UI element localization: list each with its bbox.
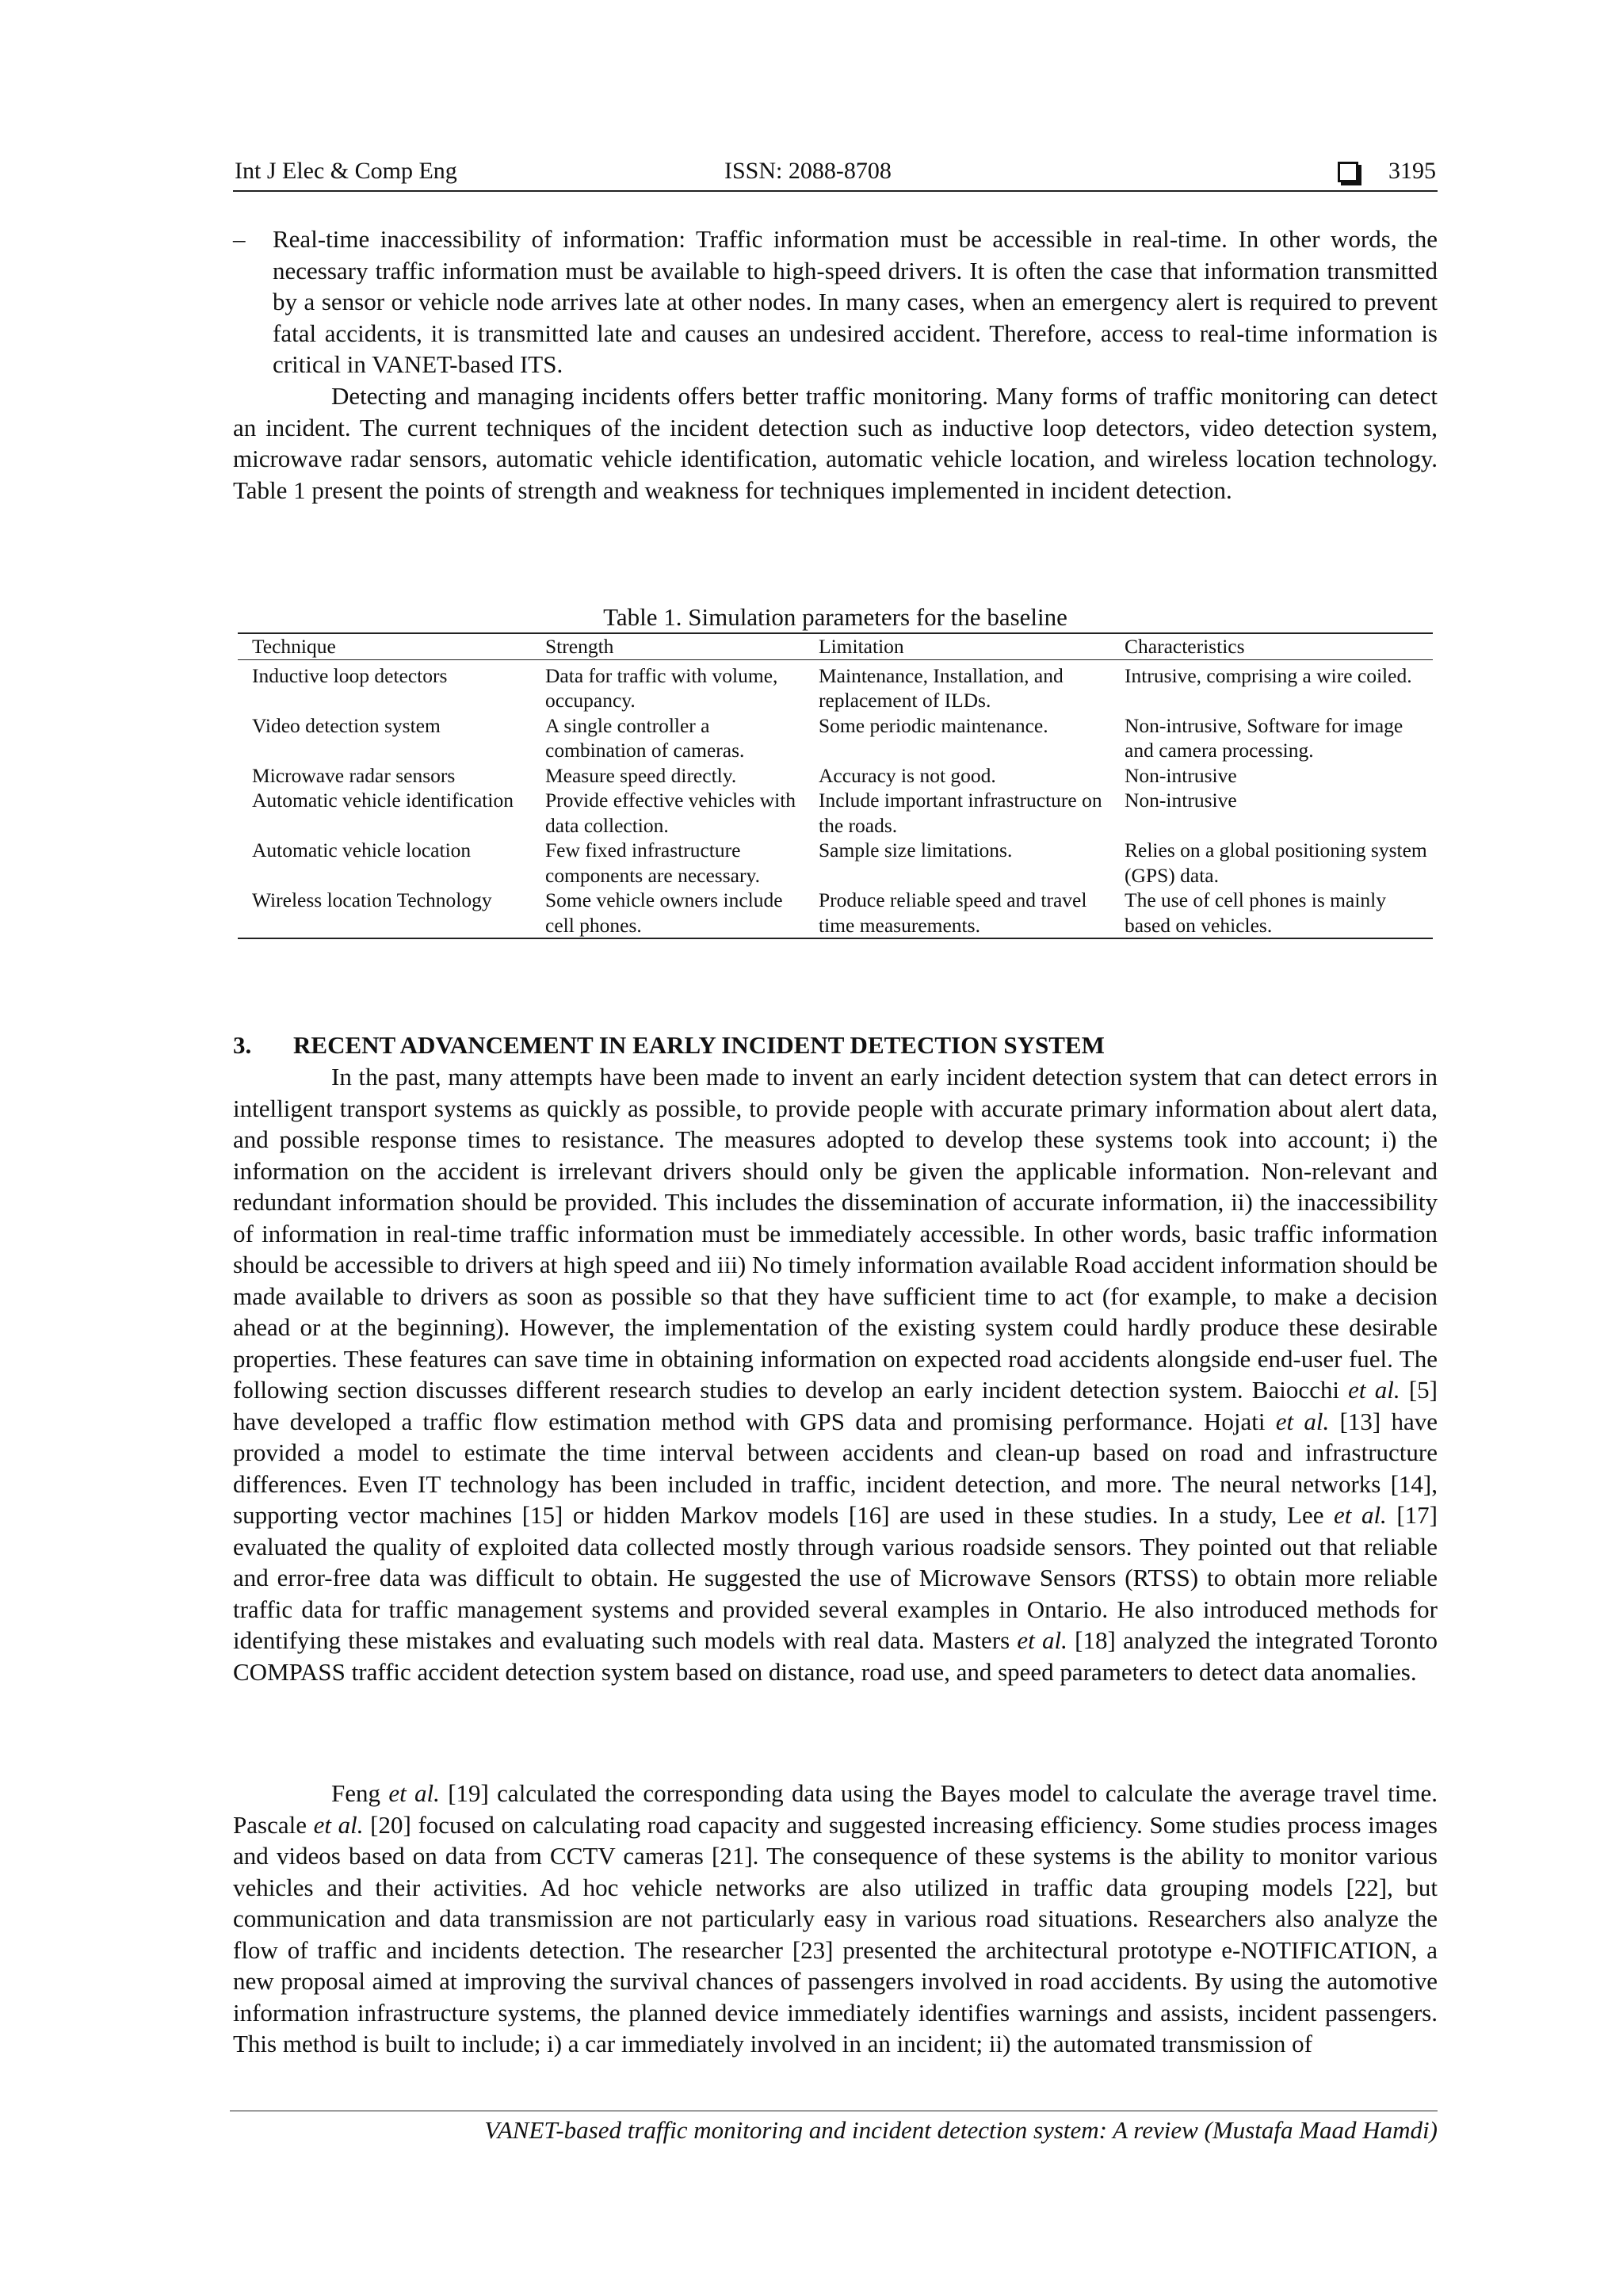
- checkbox-square-icon: [1338, 162, 1358, 182]
- column-header: Limitation: [804, 633, 1110, 659]
- column-header: Strength: [531, 633, 804, 659]
- et-al: et al.: [313, 1810, 364, 1839]
- table-row: [238, 888, 1433, 938]
- table-cell: Accuracy is not good.: [819, 763, 996, 787]
- running-footer: VANET-based traffic monitoring and incident detection system: A review (Mustafa Maad Hamdi): [484, 2116, 1438, 2144]
- table-cell: The use of cell phones is mainly based on vehicles.: [1110, 888, 1433, 938]
- text-run: [18] analyzed the integrated Toronto COMPASS traffic accident detection system based on distance, road use, and speed parameters to detect data anomalies.: [233, 1626, 1438, 1686]
- table-row: [238, 788, 1433, 838]
- table-cell: Few fixed infrastructure components are necessary.: [545, 839, 760, 887]
- bullet-text: Real-time inaccessibility of information: Traffic information must be accessible in real-time. In other words, the necessary traffic information must be available to high-speed drivers. It is often the case that information transmitted by a sensor or vehicle node arrives late at other nodes. In many cases, when an emergency alert is required to prevent fatal accidents, it is transmitted late and causes an undesired accident. Therefore, access to real-time information is critical in VANET-based ITS.: [273, 225, 1438, 378]
- et-al: et al.: [388, 1779, 440, 1807]
- table-caption: Table 1. Simulation parameters for the baseline: [603, 603, 1067, 631]
- table-cell: Include important infrastructure on the roads.: [819, 789, 1102, 837]
- table-cell: Wireless location Technology: [238, 888, 531, 938]
- table-cell: Provide effective vehicles with data collection.: [545, 789, 796, 837]
- table-cell: Non-intrusive, Software for image and camera processing.: [1125, 713, 1403, 762]
- et-al: et al.: [1334, 1501, 1387, 1529]
- table-cell: Non-intrusive: [1125, 789, 1237, 812]
- et-al: et al.: [1275, 1407, 1330, 1435]
- section-number: 3.: [233, 1031, 252, 1059]
- issn: ISSN: 2088-8708: [724, 158, 892, 184]
- table-cell: A single controller a combination of cameras.: [545, 713, 745, 762]
- table-cell: Sample size limitations.: [819, 839, 1013, 861]
- et-al: et al.: [1348, 1376, 1400, 1404]
- table-cell: Produce reliable speed and travel time measurements.: [804, 888, 1110, 938]
- table-cell: Some vehicle owners include cell phones.: [531, 888, 804, 938]
- table-cell: Intrusive, comprising a wire coiled.: [1125, 663, 1412, 687]
- text-run: Feng: [331, 1779, 389, 1807]
- table-row: [238, 713, 1433, 763]
- page-number: 3195: [1388, 158, 1436, 184]
- text-run: [19] calculated the corresponding data using the Bayes model to calculate the average travel time. Pascale: [233, 1779, 1438, 1839]
- text-run: [20] focused on calculating road capacity and suggested increasing efficiency. Some studies process images and videos based on data from CCTV cameras [21]. The consequence of these systems is the ability to monitor various vehicles and their activities. Ad hoc vehicle networks are also utilized in traffic data grouping models [22], but communication and data transmission are not particularly easy in various road situations. Researchers also analyze the flow of traffic and incidents detection. The researcher [23] presented the architectural prototype e-NOTIFICATION, a new proposal aimed at improving the survival chances of passengers involved in road accidents. By using the automotive information infrastructure systems, the planned device immediately identifies warnings and assists, incident passengers. This method is built to include; i) a car immediately involved in an incident; ii) the automated transmission of: [233, 1810, 1438, 2057]
- running-header: [233, 155, 1438, 192]
- table-cell: Automatic vehicle location: [252, 839, 472, 861]
- paragraph-related-work: [233, 1778, 1438, 2060]
- techniques-table: [238, 632, 1433, 939]
- table-header-row: [238, 633, 1433, 659]
- text-run: In the past, many attempts have been made to invent an early incident detection system that can detect errors in intelligent transport systems as quickly as possible, to provide people with accurate primary information about alert data, and possible response times to resistance. The measures adopted to develop these systems took into account; i) the information on the accident is irrelevant drivers should only be given the applicable information. Non-relevant and redundant information should be provided. This includes the dissemination of accurate information, ii) the inaccessibility of information in real-time traffic information must be immediately accessible. In other words, basic traffic information should be accessible to drivers at high speed and iii) No timely information available Road accident information should be made available to drivers as soon as possible so that they have sufficient time to act (for example, to make a decision ahead or at the beginning). However, the implementation of the existing system could hardly produce these desirable properties. These features can save time in obtaining information on expected road accidents alongside end-user fuel. The following section discusses different research studies to develop an early incident detection system. Baiocchi: [233, 1063, 1438, 1404]
- bullet-item: [233, 223, 1438, 380]
- et-al: et al.: [1017, 1626, 1067, 1654]
- text-run: [5] have developed a traffic flow estimation method with GPS data and promising performance. Hojati: [233, 1376, 1438, 1435]
- table-cell: Video detection system: [252, 713, 441, 737]
- table-row: [238, 838, 1433, 888]
- table-cell: Relies on a global positioning system (GPS) data.: [1125, 839, 1427, 887]
- column-header: Characteristics: [1110, 633, 1433, 659]
- journal-name: Int J Elec & Comp Eng: [235, 158, 457, 184]
- table-cell: Microwave radar sensors: [252, 763, 456, 787]
- text-run: [13] have provided a model to estimate the time interval between accidents and clean-up based on road and infrastructure differences. Even IT technology has been included in traffic, incident detection, and more. The neural networks [14], supporting vector machines [15] or hidden Markov models [16] are used in these studies. In a study, Lee: [233, 1407, 1438, 1529]
- table-cell: Inductive loop detectors: [252, 663, 448, 687]
- text-run: [17] evaluated the quality of exploited data collected mostly through various roadside sensors. They pointed out that reliable and error-free data was difficult to obtain. He suggested the use of Microwave Sensors (RTSS) to obtain more reliable traffic data for traffic management systems and provided several examples in Ontario. He also introduced methods for identifying these mistakes and evaluating such models with real data. Masters: [233, 1501, 1438, 1654]
- column-header: Technique: [238, 633, 531, 659]
- table-cell: Non-intrusive: [1125, 763, 1237, 787]
- paragraph-recent-advancement: [233, 1061, 1438, 1687]
- table-cell: Data for traffic with volume, occupancy.: [545, 663, 778, 712]
- table-cell: Automatic vehicle identification: [252, 789, 514, 812]
- table-cell: Some periodic maintenance.: [819, 713, 1048, 737]
- dash-bullet: –: [233, 225, 246, 253]
- section-title: RECENT ADVANCEMENT IN EARLY INCIDENT DETECTION SYSTEM: [293, 1031, 1105, 1059]
- table-cell: Measure speed directly.: [545, 763, 737, 787]
- table-cell: Maintenance, Installation, and replacement of ILDs.: [819, 663, 1064, 712]
- paragraph-incident-detection: Detecting and managing incidents offers better traffic monitoring. Many forms of traffic monitoring can detect an incident. The current techniques of the incident detection such as inductive loop detectors, video detection system, microwave radar sensors, automatic vehicle identification, automatic vehicle location, and wireless location technology. Table 1 present the points of strength and weakness for techniques implemented in incident detection.: [233, 382, 1438, 504]
- table-row: [238, 659, 1433, 713]
- table-row: [238, 763, 1433, 789]
- section-heading: [233, 1030, 1105, 1060]
